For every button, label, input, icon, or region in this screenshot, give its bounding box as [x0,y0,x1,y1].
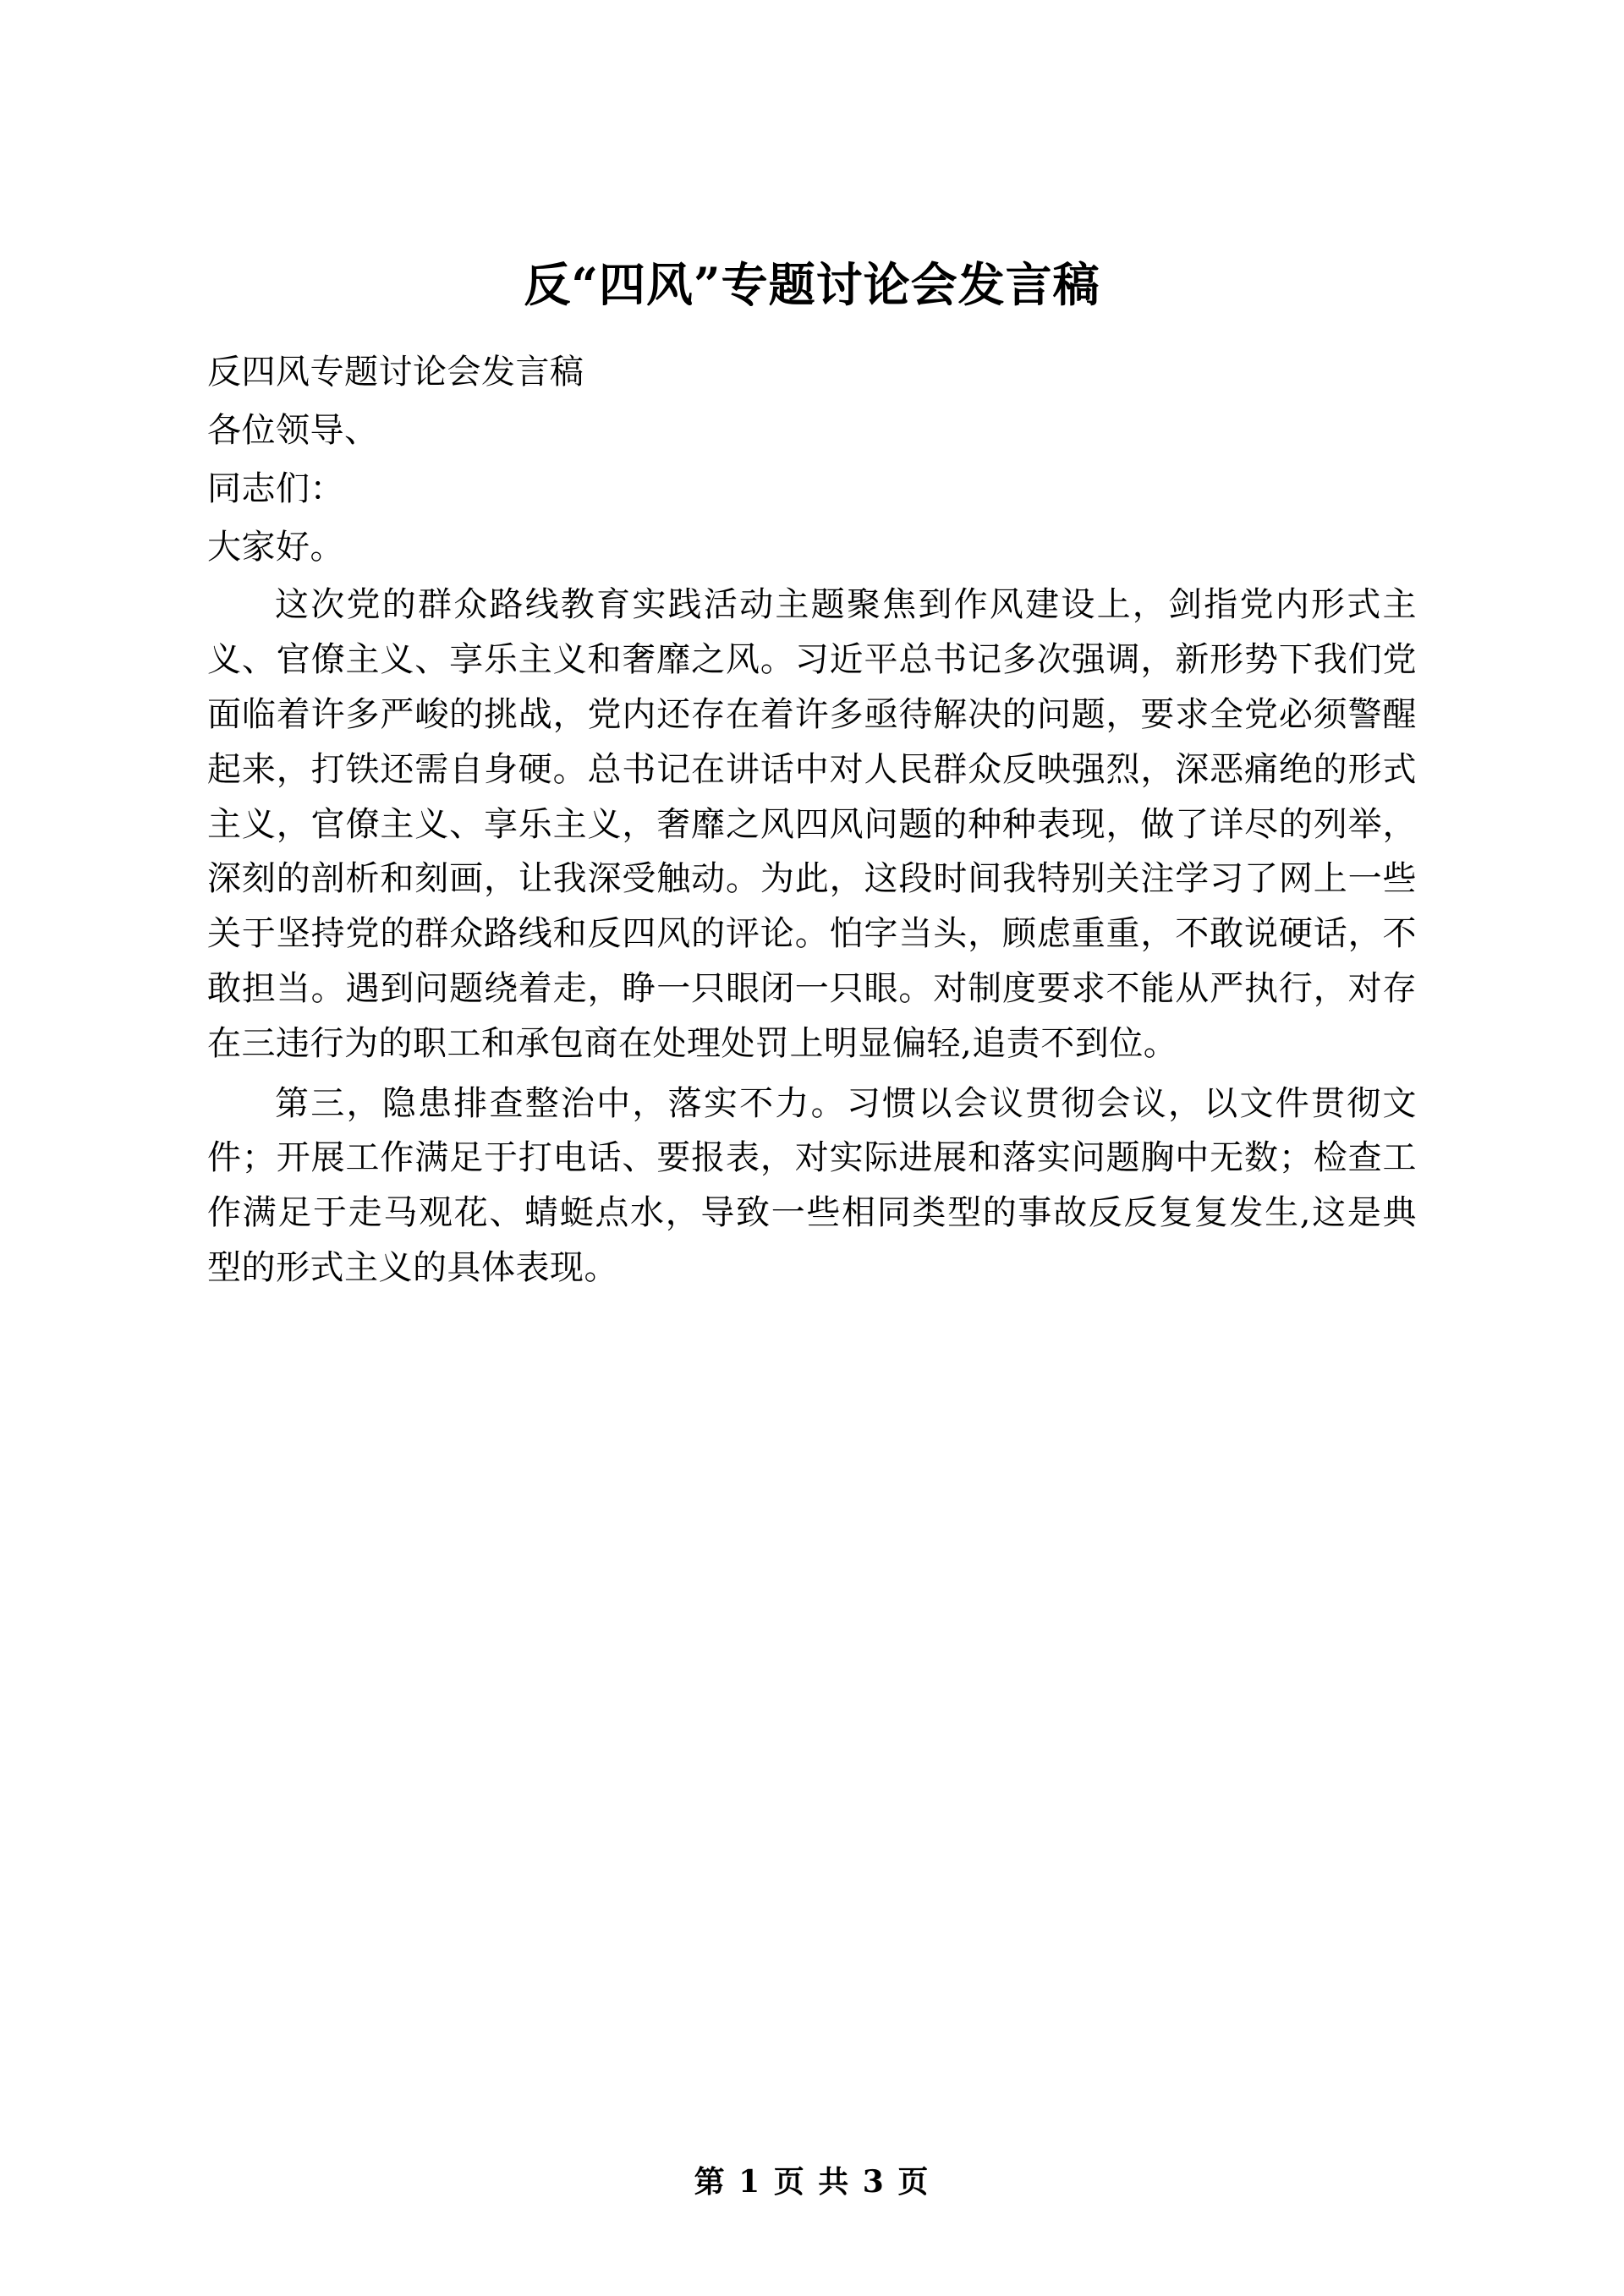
document-content [207,254,1417,1301]
paragraph-salutation-2: 同志们： [207,469,344,508]
paragraph-greeting: 大家好。 [207,527,344,567]
page-footer: 第 1 页 共 3 页 [694,2164,930,2200]
paragraph-body-1: 这次党的群众路线教育实践活动主题聚焦到作风建设上，剑指党内形式主义、官僚主义、享乐主义和奢靡之风。习近平总书记多次强调，新形势下我们党面临着许多严峻的挑战，党内还存在着许多亟待解决的问题，要求全党必须警醒起来，打铁还需自身硬。总书记在讲话中对人民群众反映强烈，深恶痛绝的形式主义，官僚主义、享乐主义，奢靡之风四风问题的种种表现，做了详尽的列举，深刻的剖析和刻画，让我深受触动。为此，这段时间我特别关注学习了网上一些关于坚持党的群众路线和反四风的评论。怕字当头，顾虑重重，不敢说硬话，不敢担当。遇到问题绕着走，睁一只眼闭一只眼。对制度要求不能从严执行，对存在三违行为的职工和承包商在处理处罚上明显偏轻,追责不到位。 [207,585,1417,1063]
paragraph-salutation-1: 各位领导、 [207,411,379,451]
paragraph-subtitle: 反四风专题讨论会发言稿 [207,353,584,392]
paragraph-body-2: 第三，隐患排查整治中，落实不力。习惯以会议贯彻会议，以文件贯彻文件；开展工作满足于打电话、要报表，对实际进展和落实问题胸中无数；检查工作满足于走马观花、蜻蜓点水，导致一些相同类型的事故反反复复发生,这是典型的形式主义的具体表现。 [207,1083,1417,1287]
page-title: 反“四风”专题讨论会发言稿 [524,257,1100,312]
